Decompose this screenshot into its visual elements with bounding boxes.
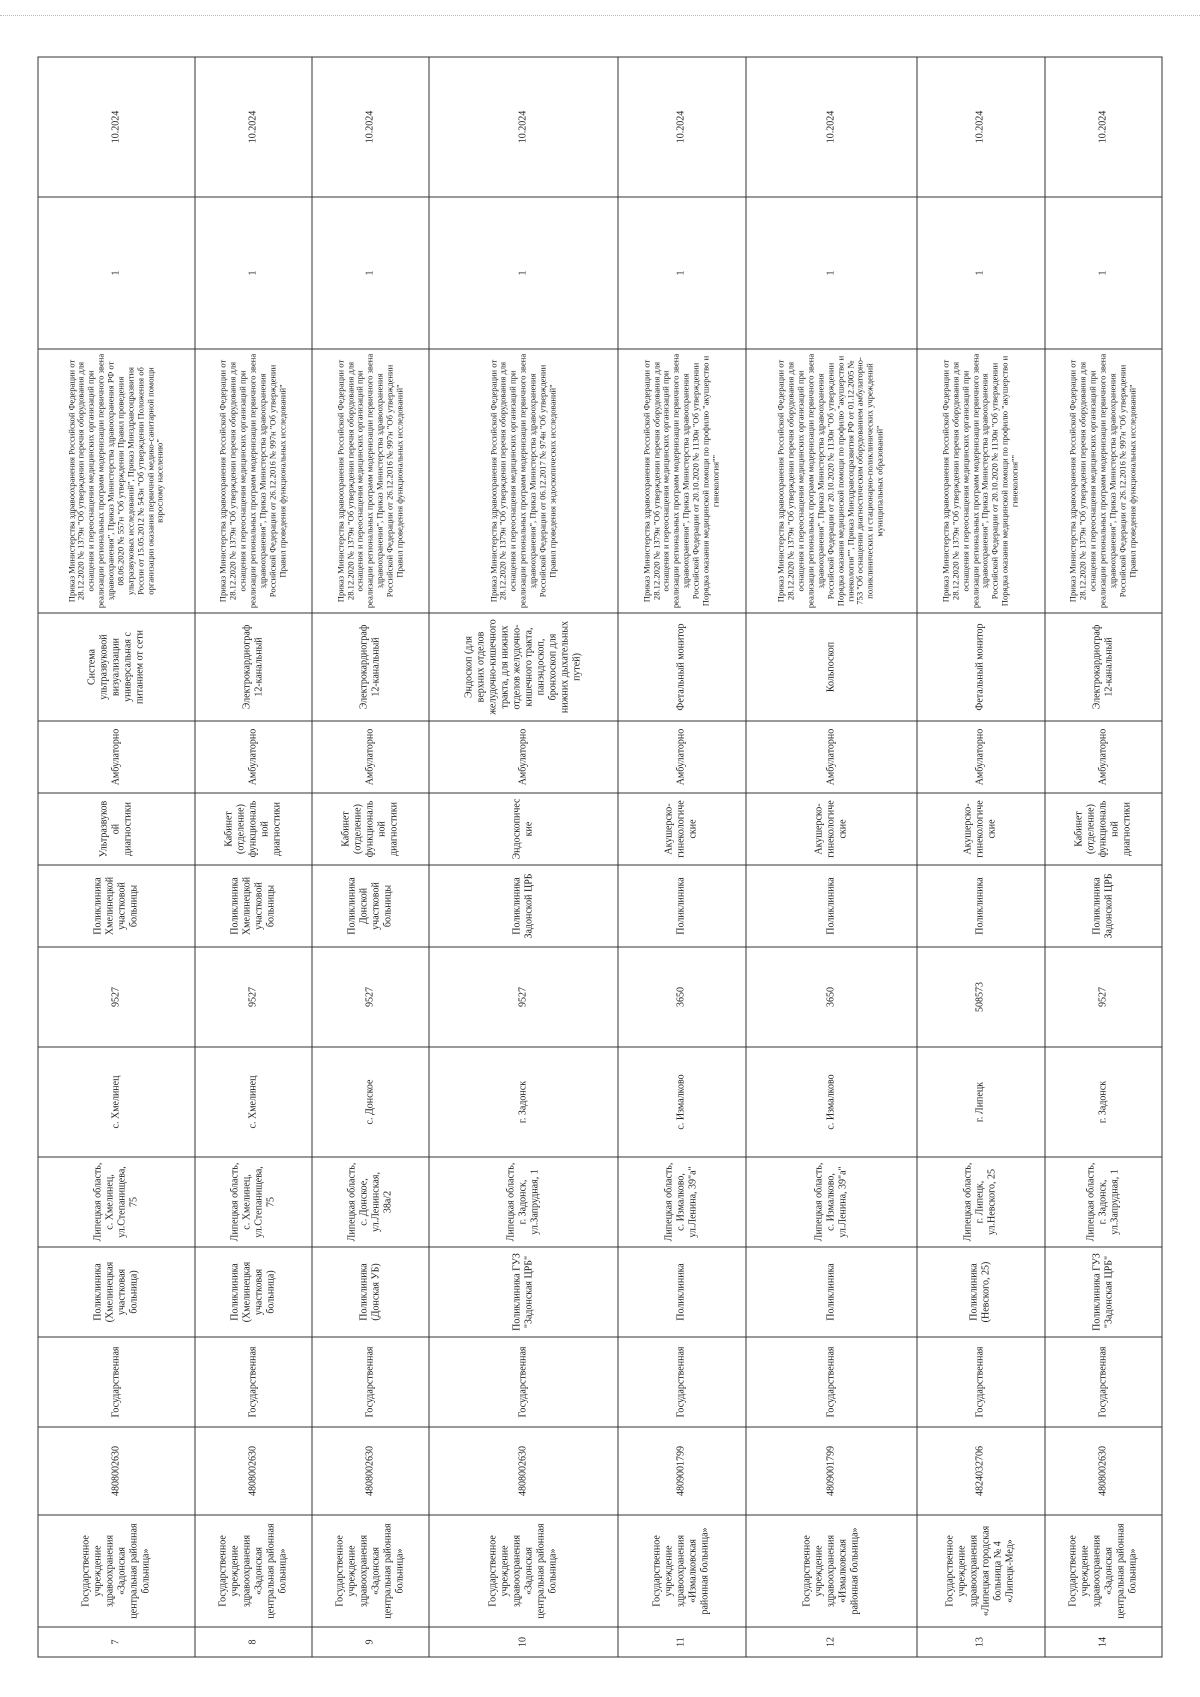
equipment-name: Кольпоскоп	[746, 613, 918, 721]
care-conditions: Амбулаторно	[429, 721, 617, 793]
equipment-quantity: 1	[195, 197, 312, 349]
delivery-date: 10.2024	[38, 57, 195, 197]
equipment-quantity: 1	[1045, 197, 1162, 349]
equipment-name: Фетальный монитор	[618, 613, 746, 721]
settlement: с. Хмелинец	[195, 1047, 312, 1157]
table-row	[917, 57, 1045, 1657]
row-number: 13	[917, 1627, 1045, 1657]
population: 9527	[195, 947, 312, 1047]
equipment-name: Фетальный монитор	[917, 613, 1045, 721]
building: Поликлиника Хмелинецкой участковой больницы	[195, 865, 312, 947]
care-conditions: Амбулаторно	[618, 721, 746, 793]
table-row	[429, 57, 617, 1657]
building: Поликлиника Хмелинецкой участковой больницы	[38, 865, 195, 947]
population: 9527	[312, 947, 429, 1047]
structural-unit: Поликлиника (Хмелинецкая участковая больница)	[38, 1247, 195, 1337]
equipment-name: Электрокардиограф 12-канальный	[195, 613, 312, 721]
structural-unit: Поликлиника (Донская УБ)	[312, 1247, 429, 1337]
care-conditions: Амбулаторно	[195, 721, 312, 793]
unit-address: Липецкая область, с. Измалково, ул.Ленина, 39"а"	[618, 1157, 746, 1247]
delivery-date: 10.2024	[618, 57, 746, 197]
table-row	[1045, 57, 1162, 1657]
inn-code: 4809001799	[618, 1427, 746, 1515]
organization-name: Государственное учреждение здравоохранения «Задонская центральная районная больница»	[429, 1515, 617, 1627]
unit-address: Липецкая область, с. Донское, ул.Ленинская, 38а/2	[312, 1157, 429, 1247]
unit-address: Липецкая область, с. Хмелинец, ул.Степанищева, 75	[195, 1157, 312, 1247]
population: 9527	[38, 947, 195, 1047]
delivery-date: 10.2024	[195, 57, 312, 197]
equipment-name: Система ультразвуковой визуализации универсальная с питанием от сети	[38, 613, 195, 721]
ownership-form: Государственная	[429, 1337, 617, 1427]
row-number: 14	[1045, 1627, 1162, 1657]
equipment-name: Электрокардиограф 12-канальный	[312, 613, 429, 721]
legal-basis: Приказ Министерства здравоохранения Российской Федерации от 28.12.2020 № 1379н "Об утверждении перечня оборудования для оснащения и переоснащения медицинских организаций при реализации региональных программ модернизации первичного звена здравоохранения", Приказ Министерства здравоохранения Российской Федерации от 20.10.2020 № 1130н "Об утверждении Порядка оказания медицинской помощи по профилю "акушерство и гинекология"", Приказ Минздравсоцразвития РФ от 01.12.2005 № 753 "Об оснащении диагностическим оборудованием амбулаторно-поликлинических и стационарно-поликлинических учреждений муниципальных образований"	[746, 349, 918, 613]
settlement: г. Липецк	[917, 1047, 1045, 1157]
table-row	[195, 57, 312, 1657]
inn-code: 4809001799	[746, 1427, 918, 1515]
row-number: 9	[312, 1627, 429, 1657]
table-row	[618, 57, 746, 1657]
care-conditions: Амбулаторно	[312, 721, 429, 793]
rotated-page	[38, 58, 1163, 1658]
population: 9527	[429, 947, 617, 1047]
scan-edge-line	[0, 15, 1200, 16]
ownership-form: Государственная	[746, 1337, 918, 1427]
equipment-quantity: 1	[618, 197, 746, 349]
settlement: с. Измалково	[618, 1047, 746, 1157]
care-conditions: Амбулаторно	[917, 721, 1045, 793]
delivery-date: 10.2024	[917, 57, 1045, 197]
population: 9527	[1045, 947, 1162, 1047]
ownership-form: Государственная	[38, 1337, 195, 1427]
inn-code: 4808002630	[38, 1427, 195, 1515]
legal-basis: Приказ Министерства здравоохранения Российской Федерации от 28.12.2020 № 1379н "Об утверждении перечня оборудования для оснащения и переоснащения медицинских организаций при реализации региональных программ модернизации первичного звена здравоохранения", Приказ Министерства здравоохранения Российской Федерации от 26.12.2016 № 997н "Об утверждении Правил проведения функциональных исследований"	[195, 349, 312, 613]
unit-address: Липецкая область, с. Измалково, ул.Ленина, 39"а"	[746, 1157, 918, 1247]
department: Кабинет (отделение) функциональной диагностики	[312, 793, 429, 865]
equipment-quantity: 1	[917, 197, 1045, 349]
building: Поликлиника Донской участковой больницы	[312, 865, 429, 947]
structural-unit: Поликлиника ГУЗ "Задонская ЦРБ"	[1045, 1247, 1162, 1337]
inn-code: 4808002630	[429, 1427, 617, 1515]
department: Эндоскопические	[429, 793, 617, 865]
department: Акушерско-гинекологические	[746, 793, 918, 865]
row-number: 12	[746, 1627, 918, 1657]
delivery-date: 10.2024	[1045, 57, 1162, 197]
organization-name: Государственное учреждение здравоохранения «Задонская центральная районная больница»	[38, 1515, 195, 1627]
equipment-quantity: 1	[746, 197, 918, 349]
settlement: с. Хмелинец	[38, 1047, 195, 1157]
building: Поликлиника	[746, 865, 918, 947]
department: Акушерско-гинекологические	[917, 793, 1045, 865]
legal-basis: Приказ Министерства здравоохранения Российской Федерации от 28.12.2020 № 1379н "Об утверждении перечня оборудования для оснащения и переоснащения медицинских организаций при реализации региональных программ модернизации первичного звена здравоохранения", Приказ Министерства здравоохранения Российской Федерации от 20.10.2020 № 1130н "Об утверждении Порядка оказания медицинской помощи по профилю "акушерство и гинекология""	[618, 349, 746, 613]
settlement: г. Задонск	[429, 1047, 617, 1157]
care-conditions: Амбулаторно	[1045, 721, 1162, 793]
equipment-name: Эндоскоп (для верхних отделов желудочно-кишечного тракта, для нижних отделов желудочно-кишечного тракта, панэндоскоп, бронхоскоп для нижних дыхательных путей)	[429, 613, 617, 721]
row-number: 10	[429, 1627, 617, 1657]
structural-unit: Поликлиника (Невского, 25)	[917, 1247, 1045, 1337]
table-row	[746, 57, 918, 1657]
equipment-quantity: 1	[312, 197, 429, 349]
row-number: 11	[618, 1627, 746, 1657]
legal-basis: Приказ Министерства здравоохранения Российской Федерации от 28.12.2020 № 1379н "Об утверждении перечня оборудования для оснащения и переоснащения медицинских организаций при реализации региональных программ модернизации первичного звена здравоохранения", Приказ Министерства здравоохранения РФ от 08.06.2020 № 557н "Об утверждении Правил проведения ультразвуковых исследований", Приказ Минздравсоцразвития России от 15.05.2012 № 543н "Об утверждении Положения об организации оказания первичной медико-санитарной помощи взрослому населению"	[38, 349, 195, 613]
row-number: 8	[195, 1627, 312, 1657]
legal-basis: Приказ Министерства здравоохранения Российской Федерации от 28.12.2020 № 1379н "Об утверждении перечня оборудования для оснащения и переоснащения медицинских организаций при реализации региональных программ модернизации первичного звена здравоохранения", Приказ Министерства здравоохранения Российской Федерации от 26.12.2016 № 997н "Об утверждении Правил проведения функциональных исследований"	[1045, 349, 1162, 613]
building: Поликлиника	[618, 865, 746, 947]
settlement: с. Измалково	[746, 1047, 918, 1157]
department: Кабинет (отделение) функциональной диагностики	[1045, 793, 1162, 865]
delivery-date: 10.2024	[746, 57, 918, 197]
department: Кабинет (отделение) функциональной диагностики	[195, 793, 312, 865]
department: Акушерско-гинекологические	[618, 793, 746, 865]
department: Ультразвуковой диагностики	[38, 793, 195, 865]
building: Поликлиника Задонской ЦРБ	[429, 865, 617, 947]
equipment-name: Электрокардиограф 12-канальный	[1045, 613, 1162, 721]
unit-address: Липецкая область, г. Липецк, ул.Невского, 25	[917, 1157, 1045, 1247]
care-conditions: Амбулаторно	[746, 721, 918, 793]
unit-address: Липецкая область, с. Хмелинец, ул.Степанищева, 75	[38, 1157, 195, 1247]
row-number: 7	[38, 1627, 195, 1657]
population: 3650	[618, 947, 746, 1047]
delivery-date: 10.2024	[312, 57, 429, 197]
unit-address: Липецкая область, г. Задонск, ул.Запрудная, 1	[1045, 1157, 1162, 1247]
ownership-form: Государственная	[618, 1337, 746, 1427]
organization-name: Государственное учреждение здравоохранения «Задонская центральная районная больница»	[312, 1515, 429, 1627]
ownership-form: Государственная	[1045, 1337, 1162, 1427]
delivery-date: 10.2024	[429, 57, 617, 197]
organization-name: Государственное учреждение здравоохранения «Измалковская районная больница»	[746, 1515, 918, 1627]
structural-unit: Поликлиника (Хмелинецкая участковая больница)	[195, 1247, 312, 1337]
organization-name: Государственное учреждение здравоохранения «Измалковская районная больница»	[618, 1515, 746, 1627]
inn-code: 4808002630	[312, 1427, 429, 1515]
inn-code: 4824032706	[917, 1427, 1045, 1515]
ownership-form: Государственная	[917, 1337, 1045, 1427]
ownership-form: Государственная	[312, 1337, 429, 1427]
legal-basis: Приказ Министерства здравоохранения Российской Федерации от 28.12.2020 № 1379н "Об утверждении перечня оборудования для оснащения и переоснащения медицинских организаций при реализации региональных программ модернизации первичного звена здравоохранения", Приказ Министерства здравоохранения Российской Федерации от 26.12.2016 № 997н "Об утверждении Правил проведения функциональных исследований"	[312, 349, 429, 613]
organization-name: Государственное учреждение здравоохранения «Задонская центральная районная больница»	[195, 1515, 312, 1627]
table-row	[312, 57, 429, 1657]
settlement: г. Задонск	[1045, 1047, 1162, 1157]
unit-address: Липецкая область, г. Задонск, ул.Запрудная, 1	[429, 1157, 617, 1247]
structural-unit: Поликлиника ГУЗ "Задонская ЦРБ"	[429, 1247, 617, 1337]
settlement: с. Донское	[312, 1047, 429, 1157]
structural-unit: Поликлиника	[746, 1247, 918, 1337]
building: Поликлиника Задонской ЦРБ	[1045, 865, 1162, 947]
population: 508573	[917, 947, 1045, 1047]
population: 3650	[746, 947, 918, 1047]
care-conditions: Амбулаторно	[38, 721, 195, 793]
organization-name: Государственное учреждение здравоохранения «Липецкая городская больница № 4 «Липецк-Мед»	[917, 1515, 1045, 1627]
organization-name: Государственное учреждение здравоохранения «Задонская центральная районная больница»	[1045, 1515, 1162, 1627]
inn-code: 4808002630	[195, 1427, 312, 1515]
equipment-table	[38, 57, 1163, 1658]
structural-unit: Поликлиника	[618, 1247, 746, 1337]
building: Поликлиника	[917, 865, 1045, 947]
ownership-form: Государственная	[195, 1337, 312, 1427]
table-row	[38, 57, 195, 1657]
legal-basis: Приказ Министерства здравоохранения Российской Федерации от 28.12.2020 № 1379н "Об утверждении перечня оборудования для оснащения и переоснащения медицинских организаций при реализации региональных программ модернизации первичного звена здравоохранения", Приказ Министерства здравоохранения Российской Федерации от 06.12.2017 № 974н "Об утверждении Правил проведения эндоскопических исследований"	[429, 349, 617, 613]
equipment-quantity: 1	[429, 197, 617, 349]
equipment-quantity: 1	[38, 197, 195, 349]
legal-basis: Приказ Министерства здравоохранения Российской Федерации от 28.12.2020 № 1379н "Об утверждении перечня оборудования для оснащения и переоснащения медицинских организаций при реализации региональных программ модернизации первичного звена здравоохранения", Приказ Министерства здравоохранения Российской Федерации от 20.10.2020 № 1130н "Об утверждении Порядка оказания медицинской помощи по профилю "акушерство и гинекология""	[917, 349, 1045, 613]
inn-code: 4808002630	[1045, 1427, 1162, 1515]
